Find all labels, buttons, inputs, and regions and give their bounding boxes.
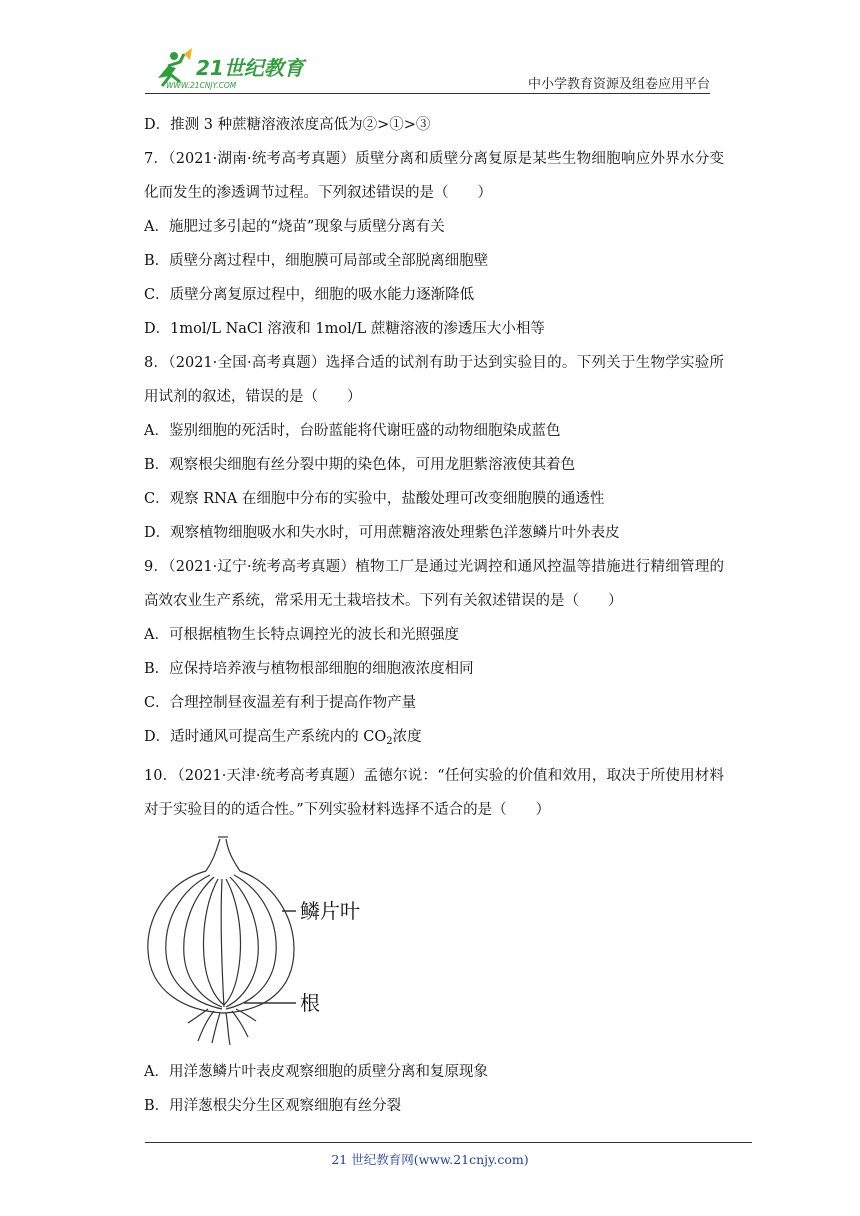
platform-name: 中小学教育资源及组卷应用平台 <box>527 77 710 92</box>
onion-figure <box>144 831 504 1051</box>
option-a-q10: A．用洋葱鳞片叶表皮观察细胞的质壁分离和复原现象 <box>144 1064 488 1080</box>
option-d-q9-suffix: 浓度 <box>392 729 422 745</box>
option-a-q7: A．施肥过多引起的“烧苗”现象与质壁分离有关 <box>144 219 445 235</box>
option-a-q9: A．可根据植物生长特点调控光的波长和光照强度 <box>144 627 459 643</box>
option-c-q9: C．合理控制昼夜温差有利于提高作物产量 <box>144 695 417 711</box>
option-d-q8: D．观察植物细胞吸水和失水时，可用蔗糖溶液处理紫色洋葱鳞片叶外表皮 <box>144 525 620 541</box>
option-d-q7: D．1mol/L NaCl 溶液和 1mol/L 蔗糖溶液的渗透压大小相等 <box>144 321 545 337</box>
logo-url: WWW.21CNJY.COM <box>166 81 237 90</box>
label-scale-leaf: 鳞片叶 <box>300 899 360 923</box>
question-7: 7．（2021·湖南·统考高考真题）质壁分离和质壁分离复原是某些生物细胞响应外界水分变化而发生的渗透调节过程。下列叙述错误的是（ ） <box>144 151 724 201</box>
question-10: 10．（2021·天津·统考高考真题）孟德尔说：“任何实验的价值和效用，取决于所使用材料对于实验目的的适合性。”下列实验材料选择不适合的是（ ） <box>144 768 724 818</box>
question-9: 9．（2021·辽宁·统考高考真题）植物工厂是通过光调控和通风控温等措施进行精细管理的高效农业生产系统，常采用无土栽培技术。下列有关叙述错误的是（ ） <box>144 559 724 609</box>
footer-link[interactable]: 21 世纪教育网(www.21cnjy.com) <box>331 1152 529 1167</box>
co2-subscript: 2 <box>386 736 393 747</box>
option-b-q7: B．质壁分离过程中，细胞膜可局部或全部脱离细胞壁 <box>144 253 489 269</box>
page-header <box>0 0 860 100</box>
option-c-q8: C．观察 RNA 在细胞中分布的实验中，盐酸处理可改变细胞膜的通透性 <box>144 491 605 507</box>
question-8: 8．（2021·全国·高考真题）选择合适的试剂有助于达到实验目的。下列关于生物学实验所用试剂的叙述，错误的是（ ） <box>144 355 724 405</box>
option-c-q7: C．质壁分离复原过程中，细胞的吸水能力逐渐降低 <box>144 287 475 303</box>
site-logo <box>140 44 330 94</box>
option-d-q6: D．推测 3 种蔗糖溶液浓度高低为②>①>③ <box>144 117 431 133</box>
option-b-q9: B．应保持培养液与植物根部细胞的细胞液浓度相同 <box>144 661 474 677</box>
label-root: 根 <box>300 991 320 1015</box>
onion-illustration <box>144 831 504 1051</box>
footer-divider <box>145 1142 752 1143</box>
question-content <box>144 108 724 1123</box>
option-d-q9 <box>144 720 724 759</box>
option-a-q8: A．鉴别细胞的死活时，台盼蓝能将代谢旺盛的动物细胞染成蓝色 <box>144 423 561 439</box>
header-divider <box>145 93 710 94</box>
logo-text: 21世纪教育 <box>196 56 304 80</box>
option-b-q10: B．用洋葱根尖分生区观察细胞有丝分裂 <box>144 1098 402 1114</box>
option-d-q9-text: D．适时通风可提高生产系统内的 CO <box>144 729 387 745</box>
option-b-q8: B．观察根尖细胞有丝分裂中期的染色体，可用龙胆紫溶液使其着色 <box>144 457 576 473</box>
